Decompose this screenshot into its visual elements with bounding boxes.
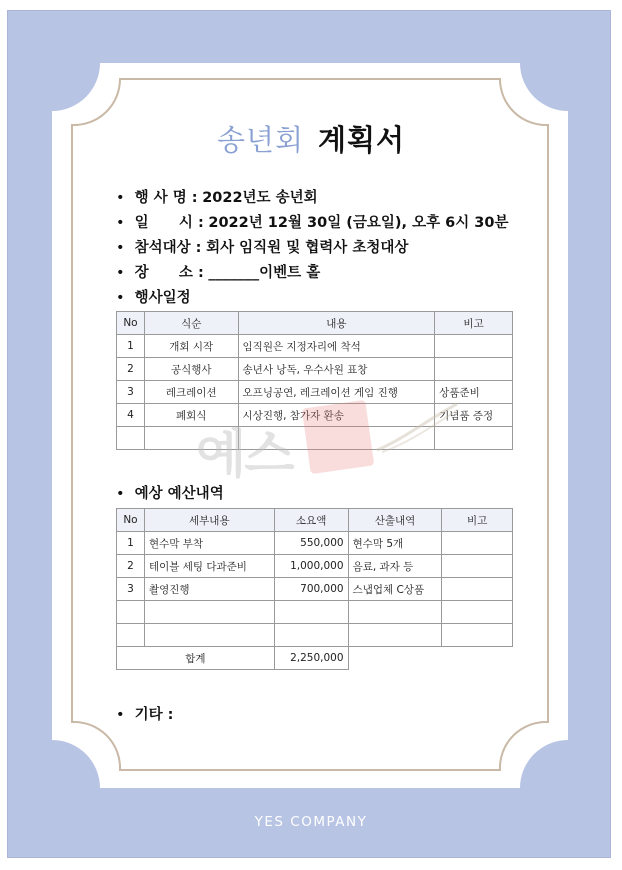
table-cell: 3 (117, 578, 145, 601)
col-header: 식순 (144, 312, 238, 335)
budget-header-row (117, 509, 513, 532)
table-cell: 폐회식 (144, 404, 238, 427)
table-cell: 시상진행, 참가자 환송 (238, 404, 435, 427)
table-cell: 현수막 5개 (348, 532, 442, 555)
event-name-label: 행 사 명 : (134, 190, 198, 206)
table-cell: 1,000,000 (274, 555, 348, 578)
table-cell: 테이블 세팅 다과준비 (144, 555, 274, 578)
col-header: 산출내역 (348, 509, 442, 532)
total-row (117, 647, 513, 670)
col-header: 비고 (435, 312, 513, 335)
table-cell: 550,000 (274, 532, 348, 555)
table-cell (117, 624, 145, 647)
bullet-icon: • (116, 486, 125, 502)
table-cell (274, 601, 348, 624)
table-row (117, 624, 513, 647)
bullet-icon: • (116, 190, 125, 206)
col-header: 소요액 (274, 509, 348, 532)
table-cell (435, 358, 513, 381)
table-cell: 상품준비 (435, 381, 513, 404)
date-value: 2022년 12월 30일 (금요일), 오후 6시 30분 (208, 215, 509, 231)
bullet-icon: • (116, 707, 125, 723)
date-label: 일 시 : (134, 215, 204, 231)
table-cell (274, 624, 348, 647)
table-cell (348, 624, 442, 647)
title-part2: 계획서 (318, 123, 406, 157)
total-label: 합계 (117, 647, 275, 670)
place-value: _______이벤트 홀 (208, 265, 321, 281)
table-row (117, 335, 513, 358)
table-cell: 임직원은 지정자리에 착석 (238, 335, 435, 358)
place-line (116, 261, 320, 282)
table-row (117, 555, 513, 578)
table-row (117, 578, 513, 601)
table-cell (442, 532, 513, 555)
table-cell (435, 335, 513, 358)
schedule-line (116, 286, 191, 307)
table-cell: 송년사 낭독, 우수사원 표창 (238, 358, 435, 381)
footer-company: YES COMPANY (254, 814, 368, 830)
budget-label: 예상 예산내역 (134, 486, 224, 502)
page-title (0, 118, 622, 159)
date-line (116, 211, 508, 232)
schedule-header-row (117, 312, 513, 335)
watermark-text: 예스 (196, 425, 293, 485)
table-cell: 1 (117, 532, 145, 555)
col-header: 세부내용 (144, 509, 274, 532)
table-cell: 음료, 과자 등 (348, 555, 442, 578)
col-header: No (117, 312, 145, 335)
table-cell: 700,000 (274, 578, 348, 601)
table-cell (117, 601, 145, 624)
table-row (117, 532, 513, 555)
title-part1: 송년회 (216, 123, 304, 157)
table-cell: 3 (117, 381, 145, 404)
bullet-icon: • (116, 290, 125, 306)
table-cell: 레크레이션 (144, 381, 238, 404)
attendee-line (116, 236, 408, 257)
budget-line (116, 482, 224, 503)
pen-icon (372, 400, 462, 456)
bullet-icon: • (116, 215, 125, 231)
table-row (117, 601, 513, 624)
table-cell (348, 601, 442, 624)
table-cell: 촬영진행 (144, 578, 274, 601)
other-line (116, 703, 173, 724)
table-cell (442, 624, 513, 647)
table-cell: 공식행사 (144, 358, 238, 381)
table-cell: 4 (117, 404, 145, 427)
table-cell (442, 555, 513, 578)
event-name-value: 2022년도 송년회 (202, 190, 318, 206)
event-name-line (116, 186, 318, 207)
table-cell (117, 427, 145, 450)
col-header: No (117, 509, 145, 532)
total-value: 2,250,000 (274, 647, 348, 670)
table-cell: 2 (117, 358, 145, 381)
watermark-logo (302, 400, 375, 474)
attendee-label: 참석대상 : (134, 240, 202, 256)
bullet-icon: • (116, 240, 125, 256)
table-cell: 개회 시작 (144, 335, 238, 358)
table-cell (442, 578, 513, 601)
place-label: 장 소 : (134, 265, 204, 281)
table-row (117, 358, 513, 381)
table-cell (144, 601, 274, 624)
table-cell: 1 (117, 335, 145, 358)
table-cell: 현수막 부착 (144, 532, 274, 555)
bullet-icon: • (116, 265, 125, 281)
col-header: 내용 (238, 312, 435, 335)
table-cell (442, 601, 513, 624)
table-cell (348, 647, 512, 670)
table-cell: 기념품 증정 (435, 404, 513, 427)
table-cell: 2 (117, 555, 145, 578)
budget-table (116, 508, 513, 670)
schedule-label: 행사일정 (134, 290, 191, 306)
attendee-value: 회사 임직원 및 협력사 초청대상 (206, 240, 409, 256)
table-cell: 스냅업체 C상품 (348, 578, 442, 601)
table-cell: 오프닝공연, 레크레이션 게임 진행 (238, 381, 435, 404)
col-header: 비고 (442, 509, 513, 532)
other-label: 기타 : (134, 707, 174, 723)
table-cell (144, 624, 274, 647)
